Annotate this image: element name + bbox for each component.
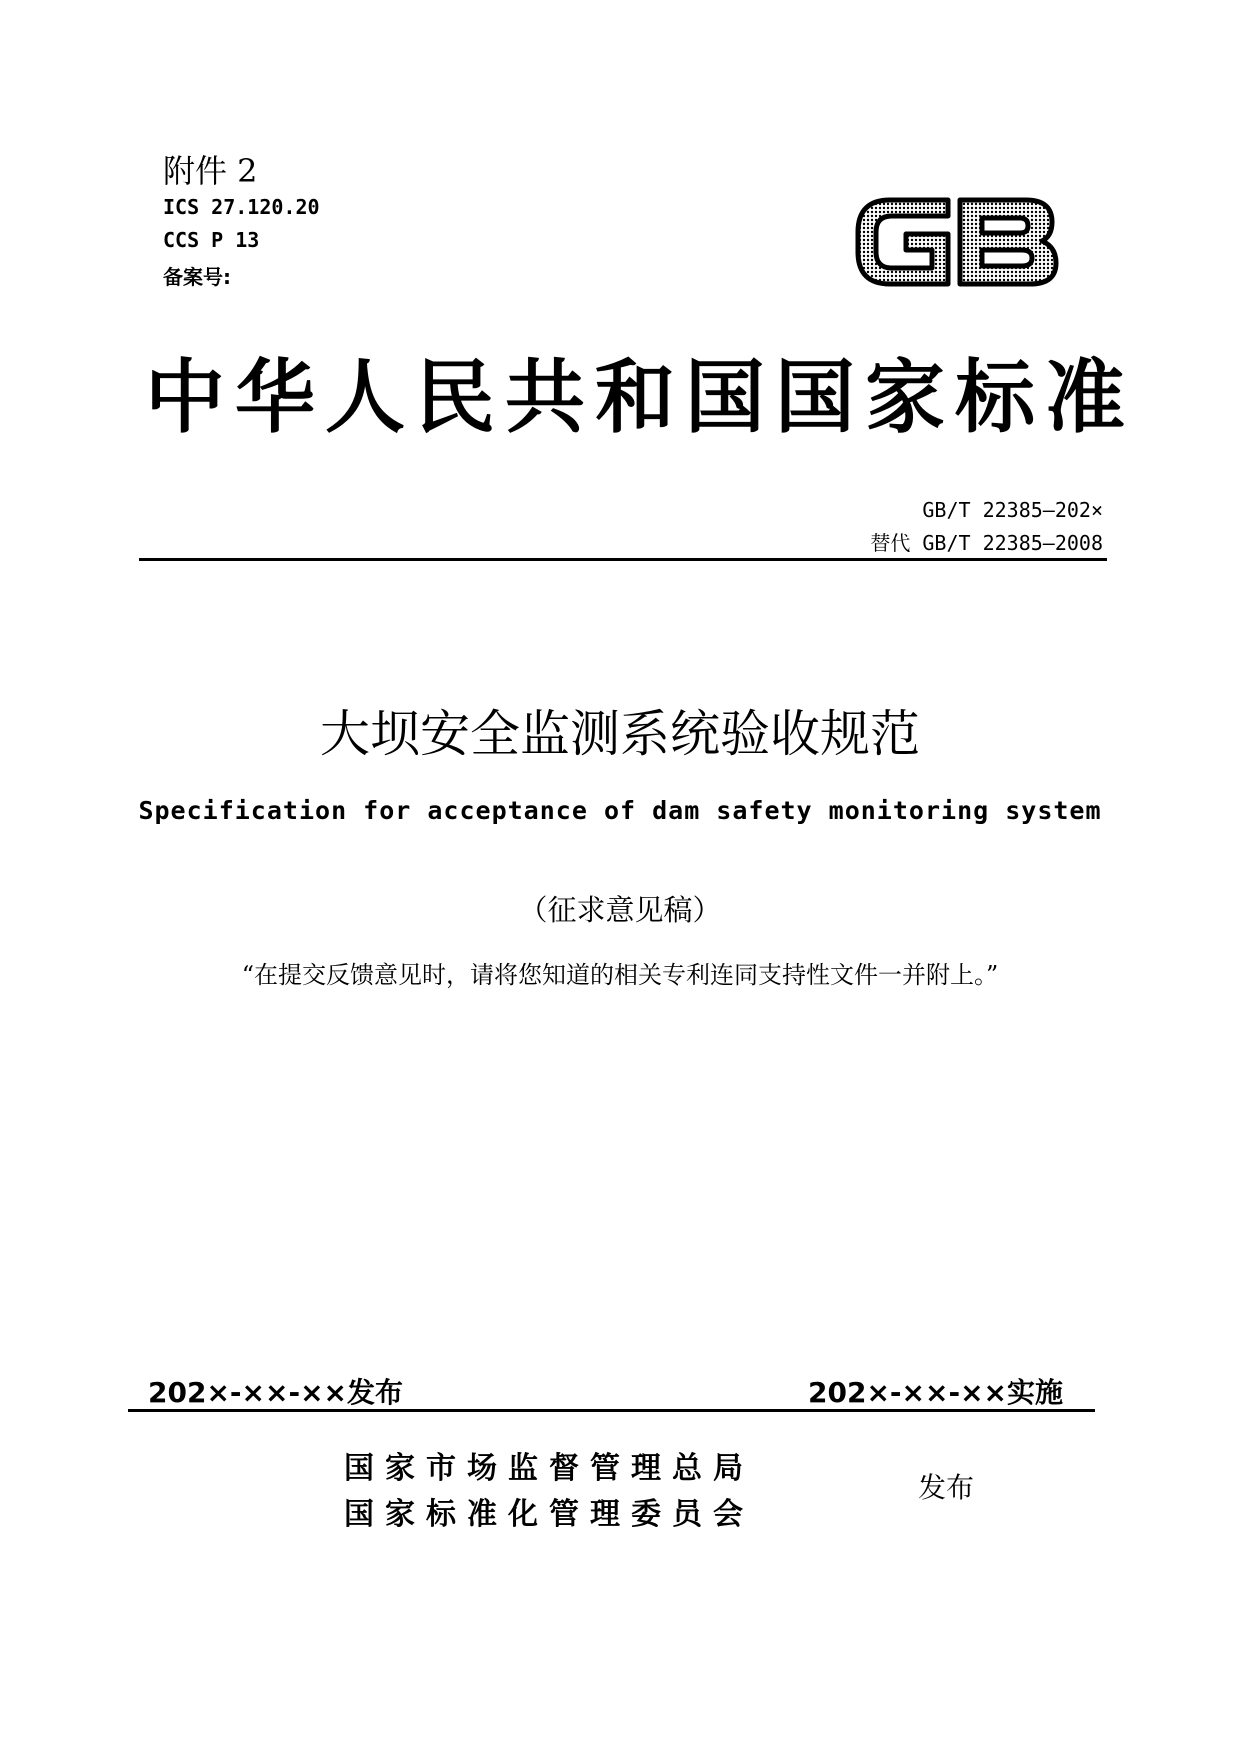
ccs-code: CCS P 13 — [163, 228, 260, 252]
document-title-cn: 大坝安全监测系统验收规范 — [320, 705, 920, 763]
record-number-label: 备案号: — [163, 265, 231, 289]
issuer-samr: 国家市场监督管理总局 — [344, 1451, 754, 1486]
top-divider — [139, 558, 1107, 561]
draft-label: （征求意见稿） — [518, 893, 722, 927]
bottom-divider — [128, 1409, 1095, 1412]
gb-logo — [850, 186, 1062, 298]
national-standard-heading: 中华人民共和国国家标准 — [145, 350, 1135, 444]
issuer-sac: 国家标准化管理委员会 — [344, 1497, 754, 1532]
implement-date: 202×-××-××实施 — [808, 1376, 1063, 1409]
standard-code-block — [870, 494, 1103, 560]
replaces-standard: 替代 GB/T 22385—2008 — [870, 531, 1103, 555]
ics-code: ICS 27.120.20 — [163, 195, 320, 219]
patent-notice: “在提交反馈意见时，请将您知道的相关专利连同支持性文件一并附上。” — [241, 961, 999, 989]
attachment-label: 附件 2 — [163, 152, 258, 190]
publish-date: 202×-××-××发布 — [148, 1376, 403, 1409]
issue-label: 发布 — [918, 1471, 975, 1504]
document-title-en: Specification for acceptance of dam safety monitoring system — [138, 796, 1102, 825]
standard-number: GB/T 22385—202× — [922, 498, 1103, 522]
